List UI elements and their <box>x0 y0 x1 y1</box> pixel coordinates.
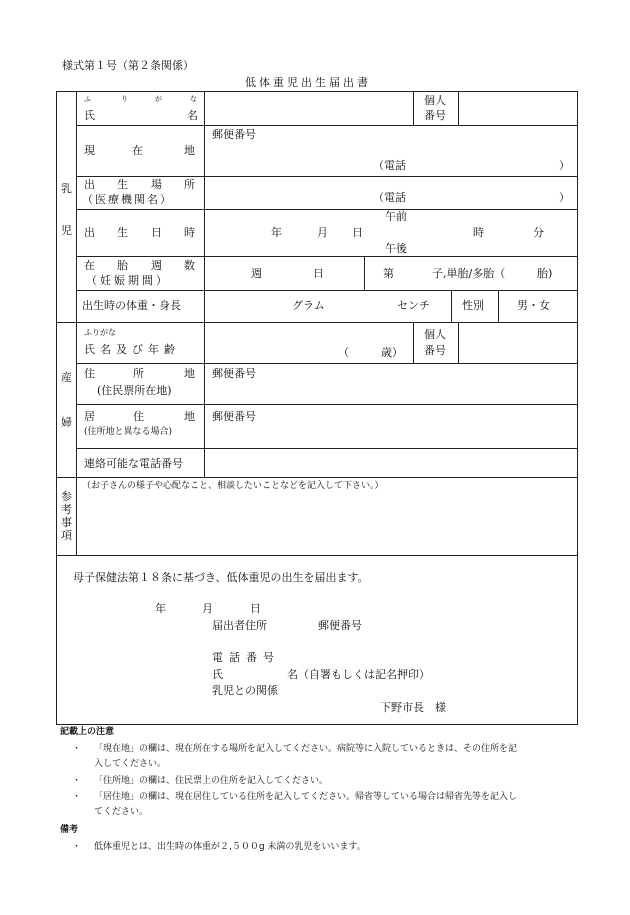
gestation-field[interactable] <box>206 258 363 289</box>
reporter-name-label-1: 氏 <box>212 668 223 681</box>
infant-address-field[interactable] <box>206 127 575 175</box>
remarks-note-item: 低体重児とは、出生時の体重が２,５００g 未満の乳児をいいます。 <box>94 842 366 852</box>
residence-label-1: 住 <box>84 367 95 380</box>
birthplace-label-4: 所 <box>184 178 195 191</box>
note-1-line-2: 入してください。 <box>94 759 167 769</box>
birthplace-phone-close: ） <box>559 191 570 204</box>
gestation-label-3: 週 <box>151 259 162 272</box>
form-number: 様式第１号（第２条関係） <box>62 59 194 72</box>
mother-residence-postal-label: 郵便番号 <box>212 367 256 380</box>
residence-label-3: 地 <box>184 367 195 380</box>
birth-minute-label: 分 <box>533 226 544 239</box>
birth-order-field[interactable] <box>366 258 575 289</box>
infant-phone-close: ） <box>559 159 570 172</box>
mother-name-field[interactable] <box>206 324 411 362</box>
am-label: 午前 <box>385 210 407 223</box>
birthplace-label-3: 場 <box>151 178 162 191</box>
remarks-field[interactable] <box>78 495 575 553</box>
reporter-phone-label: 電話番号 <box>212 651 280 664</box>
order-prefix: 第 <box>383 267 394 280</box>
gram-label: グラム <box>292 299 325 312</box>
birth-day-label: 日 <box>352 226 363 239</box>
birthplace-sub-label: （医療機関名） <box>82 193 173 206</box>
declaration-day: 日 <box>250 602 261 615</box>
address-label-1: 現 <box>84 144 95 157</box>
infant-name-field[interactable] <box>206 93 411 124</box>
birth-year-label: 年 <box>271 226 282 239</box>
mother-residence-field[interactable] <box>206 365 575 403</box>
birthplace-label-2: 生 <box>117 178 128 191</box>
centimeter-label: センチ <box>397 299 430 312</box>
relation-label: 乳児との関係 <box>212 684 278 697</box>
datetime-label-4: 時 <box>184 226 195 239</box>
order-suffix: 子,単胎/多胎（ <box>432 267 506 280</box>
remarks-note-bullet: ・ <box>72 842 82 852</box>
address-label-3: 地 <box>184 144 195 157</box>
datetime-label-3: 日 <box>151 226 162 239</box>
declaration-month: 月 <box>202 602 213 615</box>
contact-phone-label: 連絡可能な電話番号 <box>84 457 183 470</box>
infant-section-label-1: 乳 <box>61 182 72 195</box>
address-label-2: 在 <box>132 144 143 157</box>
age-close: 歳） <box>381 346 403 359</box>
furigana-fu: ふ <box>84 95 91 103</box>
residence-sub-label: (住民票所在地) <box>97 384 172 397</box>
current-residence-label-2: 住 <box>133 410 144 423</box>
infant-id-label-1: 個人 <box>424 94 446 107</box>
note-3-line-2: てください。 <box>94 807 149 817</box>
furigana-ga: が <box>155 95 162 103</box>
contact-phone-field[interactable] <box>206 450 575 476</box>
sex-label: 性別 <box>462 299 484 312</box>
mother-section-label-2: 婦 <box>61 416 72 429</box>
mother-current-residence-field[interactable] <box>206 406 575 447</box>
mother-furigana: ふりがな <box>84 328 116 337</box>
mother-name-age-label: 氏名及び年齢 <box>84 343 180 356</box>
declaration-statement: 母子保健法第１８条に基づき、低体重児の出生を届出ます。 <box>73 571 369 584</box>
gestation-label-1: 在 <box>84 259 95 272</box>
weight-height-label: 出生時の体重・身長 <box>82 299 181 312</box>
reporter-name-label-2: 名（自署もしくは記名押印） <box>287 668 430 681</box>
age-open: （ <box>338 346 349 359</box>
days-label: 日 <box>313 267 324 280</box>
note-1-line-1: 「現在地」の欄は、現在所在する場所を記入してください。病院等に入院しているときは、その住所を記 <box>94 744 518 754</box>
birthplace-label-1: 出 <box>84 178 95 191</box>
birthplace-field[interactable] <box>206 178 575 208</box>
infant-postal-label: 郵便番号 <box>212 128 256 141</box>
datetime-label-2: 生 <box>117 226 128 239</box>
note-bullet-3: ・ <box>72 792 82 802</box>
residence-label-2: 所 <box>133 367 144 380</box>
gestation-label-4: 数 <box>184 259 195 272</box>
gestation-sub-label: （妊娠期間） <box>86 274 170 287</box>
infant-section-label-2: 児 <box>61 224 72 237</box>
weight-height-field[interactable] <box>206 292 450 321</box>
birth-datetime-field[interactable] <box>206 211 575 255</box>
mother-id-label-1: 個人 <box>424 328 446 341</box>
note-bullet-2: ・ <box>72 776 82 786</box>
weeks-label: 週 <box>251 267 262 280</box>
multiple-suffix: 胎) <box>537 267 553 280</box>
pm-label: 午後 <box>385 242 407 255</box>
infant-name-label-1: 氏 <box>84 109 95 122</box>
infant-id-field[interactable] <box>460 93 575 124</box>
remarks-label-4: 項 <box>61 529 72 542</box>
furigana-na: な <box>190 95 197 103</box>
infant-name-label-2: 名 <box>187 109 198 122</box>
remarks-notes-heading: 備考 <box>60 825 79 835</box>
sex-options[interactable]: 男・女 <box>517 299 550 312</box>
reporter-postal-label: 郵便番号 <box>318 619 362 632</box>
note-3-line-1: 「居住地」の欄は、現在居住している住所を記入してください。帰省等している場合は帰省先等を記入し <box>94 792 518 802</box>
remarks-label-3: 事 <box>61 516 72 529</box>
mother-section-label-1: 産 <box>61 371 72 384</box>
remarks-label-1: 参 <box>61 490 72 503</box>
infant-id-label-2: 番号 <box>424 109 446 122</box>
reporter-address-label: 届出者住所 <box>212 619 267 632</box>
current-residence-label-3: 地 <box>184 410 195 423</box>
addressee: 下野市長 様 <box>380 701 446 714</box>
birth-hour-label: 時 <box>473 226 484 239</box>
remarks-hint: （お子さんの様子や心配なこと、相談したいことなどを記入して下さい。） <box>82 481 384 491</box>
notes-heading: 記載上の注意 <box>60 727 115 737</box>
birth-month-label: 月 <box>317 226 328 239</box>
furigana-ri: り <box>121 95 128 103</box>
datetime-label-1: 出 <box>84 226 95 239</box>
note-2-line-1: 「住所地」の欄は、住民票上の住所を記入してください。 <box>94 776 329 786</box>
mother-id-field[interactable] <box>460 324 575 362</box>
mother-current-postal-label: 郵便番号 <box>212 410 256 423</box>
remarks-label-2: 考 <box>61 503 72 516</box>
mother-id-label-2: 番号 <box>424 344 446 357</box>
infant-phone-open: （電話 <box>373 159 406 172</box>
current-residence-sub-label: (住所地と異なる場合) <box>84 427 173 437</box>
form-title: 低体重児出生届出書 <box>245 76 371 89</box>
current-residence-label-1: 居 <box>84 410 95 423</box>
note-bullet-1: ・ <box>72 744 82 754</box>
birthplace-phone-open: （電話 <box>373 191 406 204</box>
gestation-label-2: 胎 <box>117 259 128 272</box>
declaration-year: 年 <box>155 602 166 615</box>
